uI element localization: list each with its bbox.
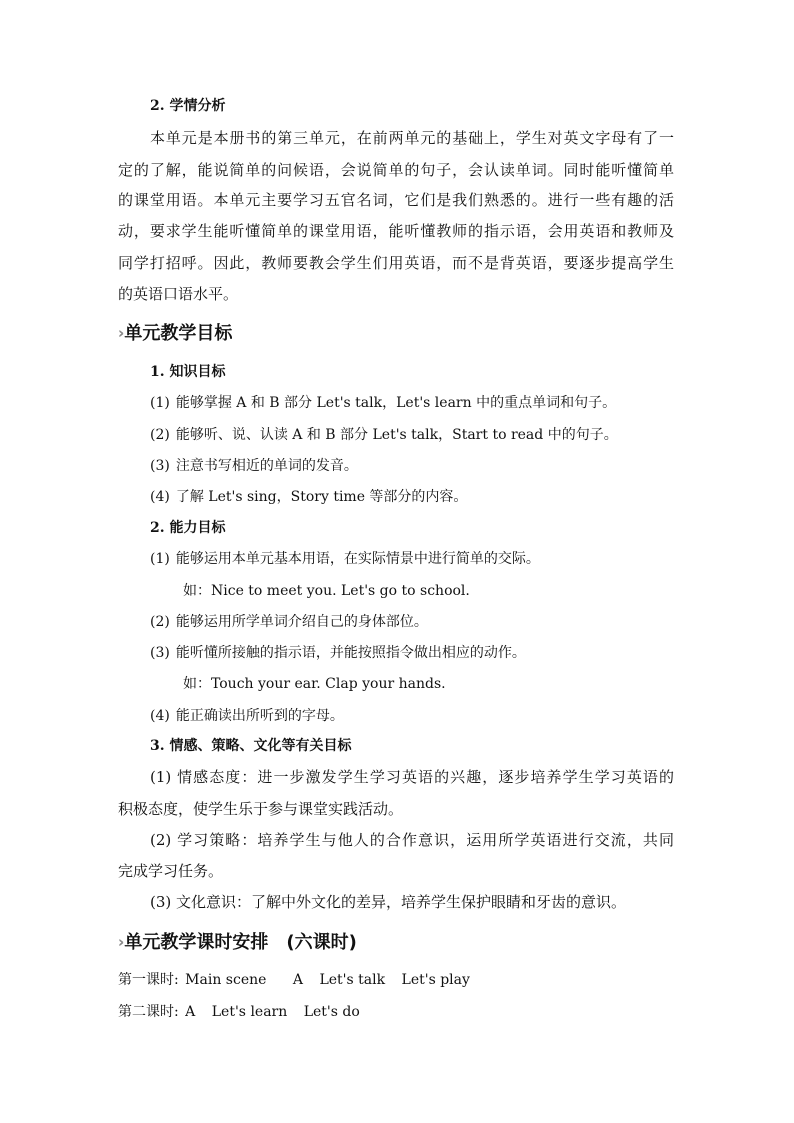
situation-paragraph-line-1: 本单元是本册书的第三单元，在前两单元的基础上，学生对英文字母有了一 [150, 129, 674, 147]
lesson-part: Let's talk [319, 972, 386, 988]
item-text: 能够掌握 A 和 B 部分 Let's talk，Let's learn 中的重点单词和句子。 [175, 395, 617, 411]
situation-paragraph-line-6: 的英语口语水平。 [118, 285, 239, 303]
situation-paragraph-line-3: 的课堂用语。本单元主要学习五官名词，它们是我们熟悉的。进行一些有趣的活 [118, 191, 674, 209]
ability-goal-item-3 [150, 643, 526, 663]
ability-goals-heading: 2. 能力目标 [150, 520, 226, 536]
item-number: (2) [150, 614, 170, 630]
ability-goal-item-2 [150, 612, 428, 632]
item-text: 能正确读出所听到的字母。 [175, 708, 344, 724]
emotion-item-3: (3) 文化意识：了解中外文化的差异，培养学生保护眼睛和牙齿的意识。 [150, 893, 627, 911]
lesson-part: Let's learn [211, 1004, 288, 1020]
unit-goals-heading [118, 321, 232, 345]
item-number: (3) [150, 458, 170, 474]
schedule-heading-text: 单元教学课时安排 (六课时) [124, 932, 357, 953]
ability-goal-item-1 [150, 549, 540, 569]
knowledge-goal-item-4 [150, 487, 467, 507]
situation-paragraph-line-5: 同学打招呼。因此，教师要教会学生们用英语，而不是背英语，要逐步提高学生 [118, 254, 674, 272]
situation-paragraph-line-2: 定的了解，能说简单的问候语，会说简单的句子，会认读单词。同时能听懂简单 [118, 161, 674, 179]
item-number: (4) [150, 708, 170, 724]
item-text: 注意书写相近的单词的发音。 [175, 458, 358, 474]
emotion-item-2-line-2: 完成学习任务。 [118, 862, 224, 880]
ability-goal-item-4 [150, 706, 344, 726]
emotion-item-1-line-2: 积极态度，使学生乐于参与课堂实践活动。 [118, 800, 404, 818]
item-number: (4) [150, 489, 170, 505]
lesson-label: 第一课时: [118, 972, 179, 988]
schedule-heading [118, 930, 357, 954]
knowledge-goals-heading: 1. 知识目标 [150, 364, 226, 380]
knowledge-goal-item-1 [150, 393, 616, 413]
item-number: (2) [150, 427, 170, 443]
item-text: 能够运用所学单词介绍自己的身体部位。 [175, 614, 428, 630]
item-number: (3) [150, 645, 170, 661]
item-text: 了解 Let's sing，Story time 等部分的内容。 [175, 489, 468, 505]
lesson-part: A [292, 972, 303, 988]
ability-example-2: 如：Touch your ear. Clap your hands. [183, 676, 446, 692]
schedule-lesson-2 [118, 1002, 360, 1022]
lesson-part: Let's play [401, 972, 470, 988]
unit-goals-heading-text: 单元教学目标 [124, 323, 233, 344]
item-text: 能听懂所接触的指示语，并能按照指令做出相应的动作。 [175, 645, 526, 661]
emotion-item-2-line-1: (2) 学习策略：培养学生与他人的合作意识，运用所学英语进行交流，共同 [150, 831, 674, 849]
schedule-lesson-1 [118, 970, 470, 990]
lesson-part: A [185, 1004, 196, 1020]
lesson-part: Let's do [303, 1004, 360, 1020]
item-text: 能够听、说、认读 A 和 B 部分 Let's talk，Start to read 中的句子。 [175, 427, 618, 443]
item-text: 能够运用本单元基本用语，在实际情景中进行简单的交际。 [175, 551, 540, 567]
item-number: (1) [150, 551, 170, 567]
lesson-part: Main scene [185, 972, 267, 988]
knowledge-goal-item-2 [150, 425, 618, 445]
situation-paragraph-line-4: 动，要求学生能听懂简单的课堂用语，能听懂教师的指示语，会用英语和教师及 [118, 222, 674, 240]
item-number: (1) [150, 395, 170, 411]
knowledge-goal-item-3 [150, 456, 358, 476]
emotion-item-1-line-1: (1) 情感态度：进一步激发学生学习英语的兴趣，逐步培养学生学习英语的 [150, 768, 674, 786]
situation-analysis-heading: 2. 学情分析 [150, 98, 226, 114]
ability-example-1: 如：Nice to meet you. Let's go to school. [183, 583, 470, 599]
lesson-label: 第二课时: [118, 1004, 179, 1020]
emotion-goals-heading: 3. 情感、策略、文化等有关目标 [150, 738, 352, 754]
